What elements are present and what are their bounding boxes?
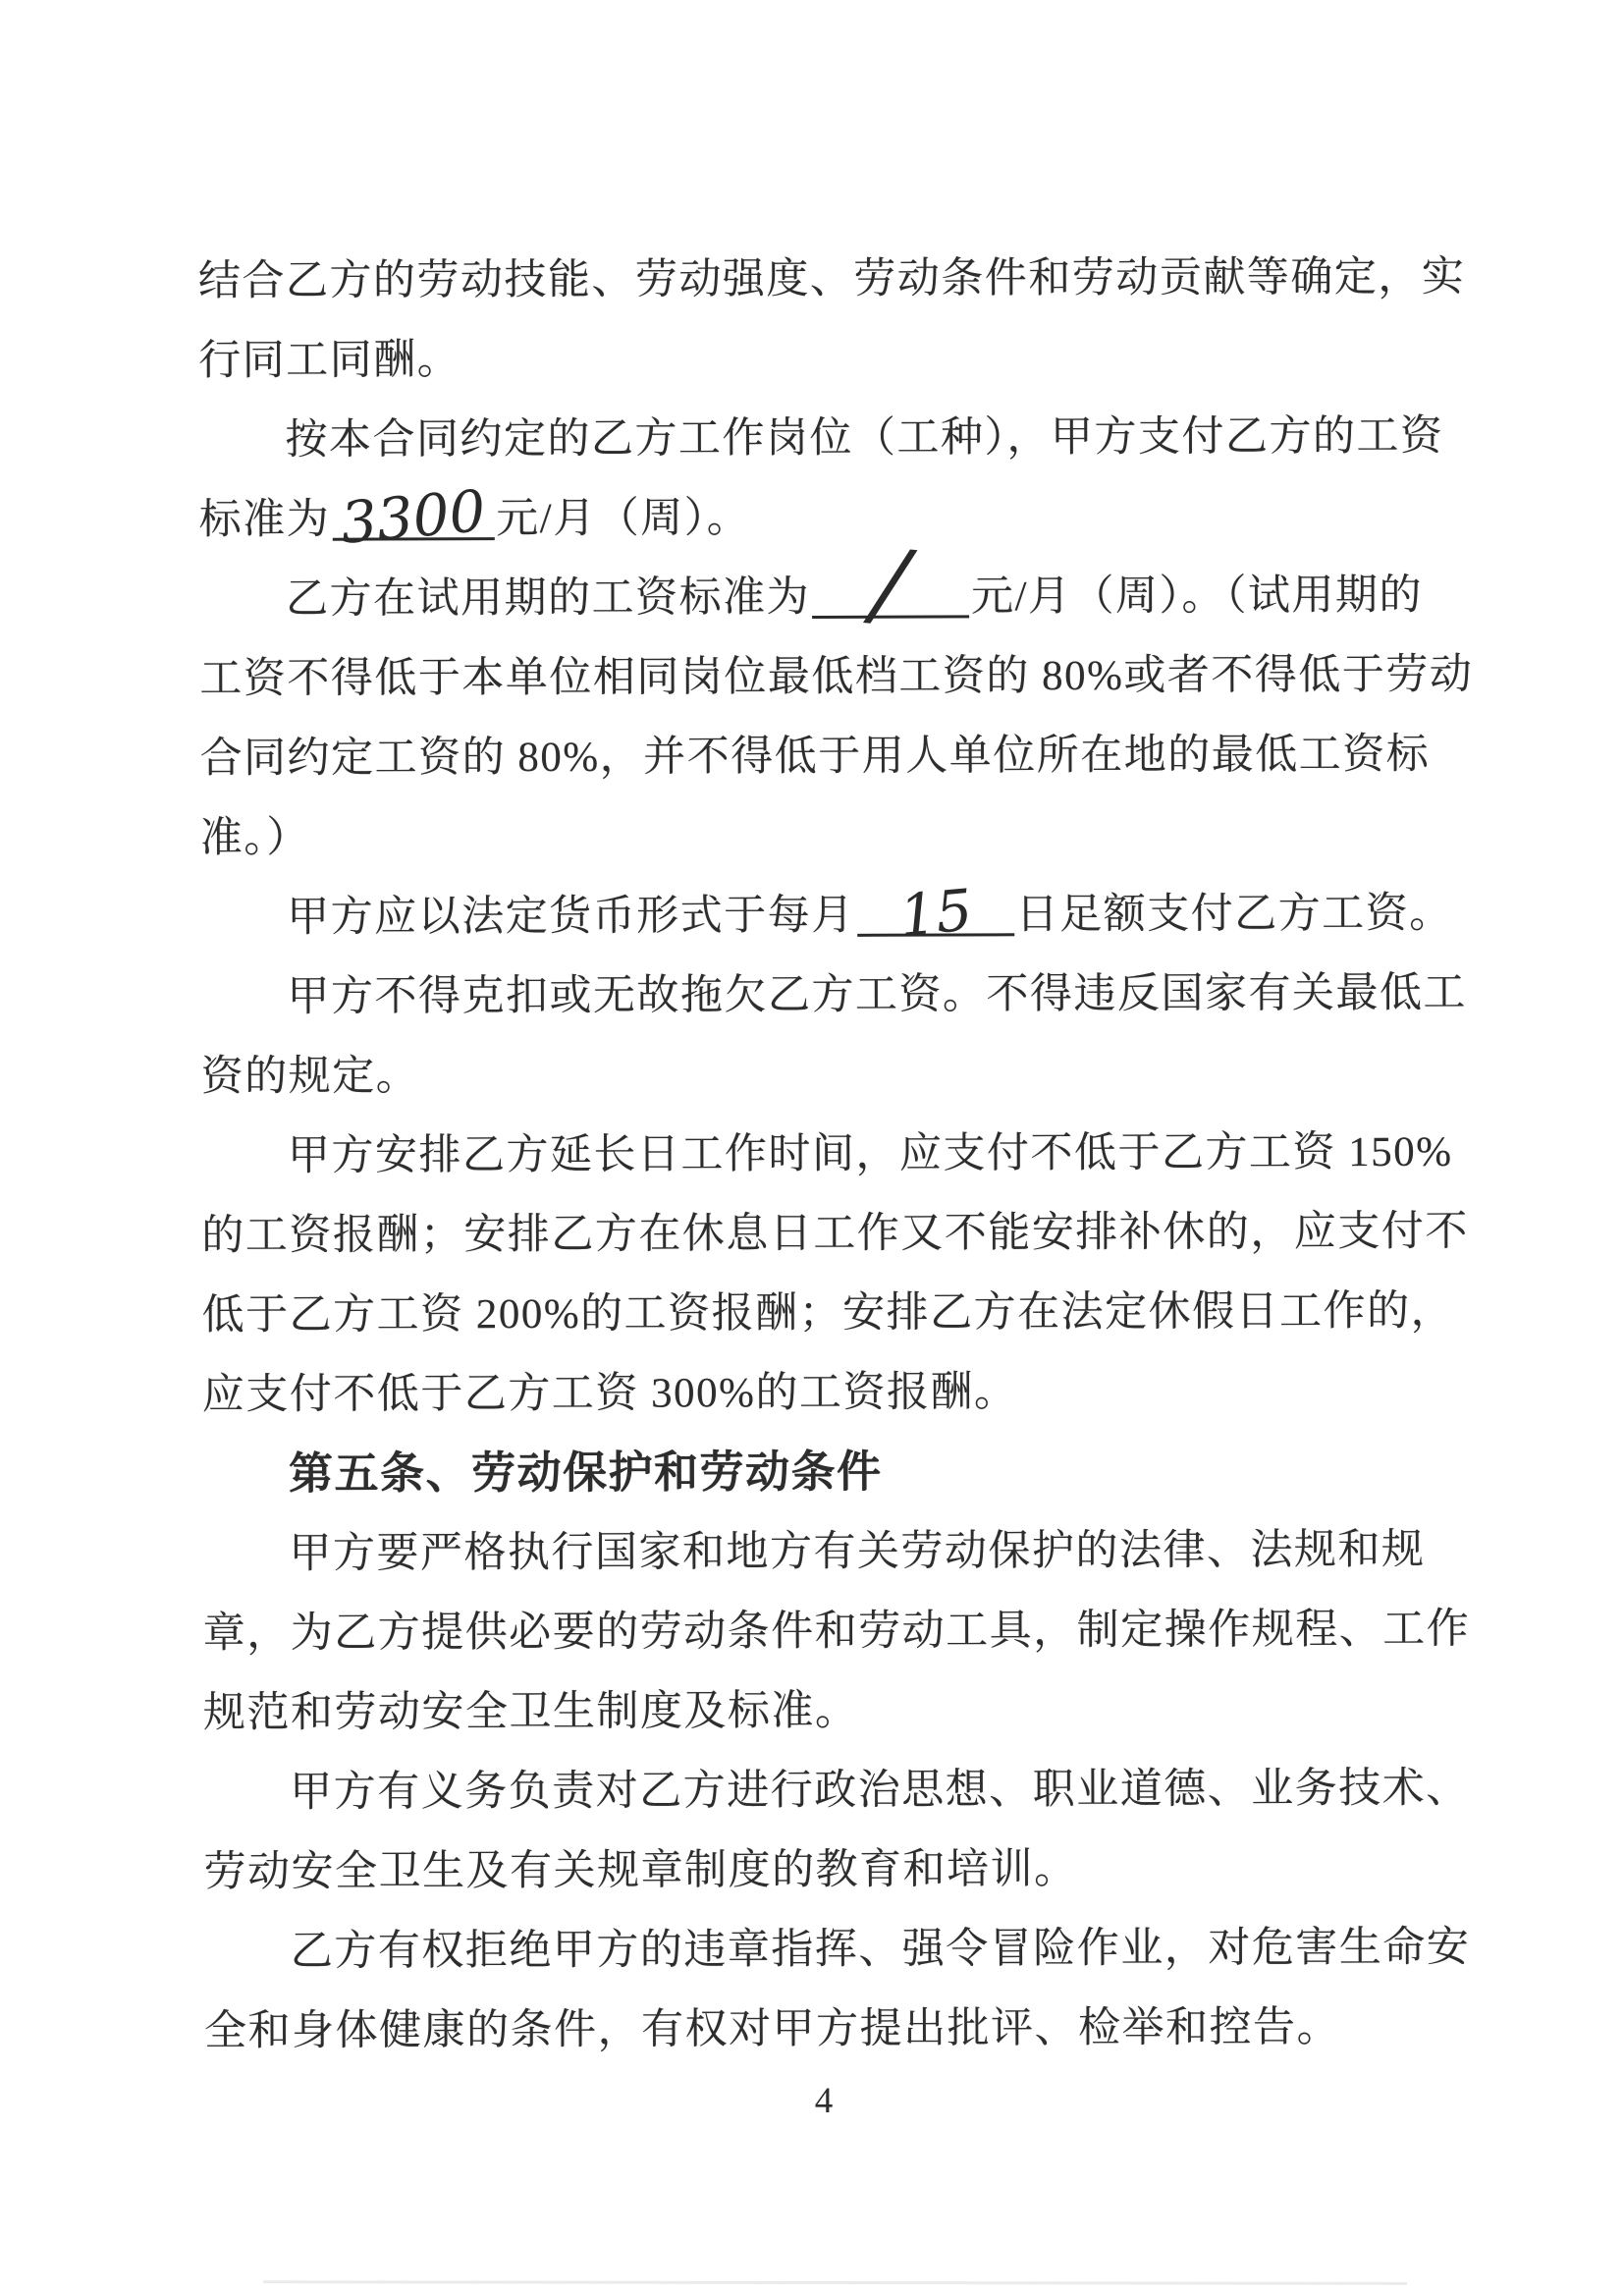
text-line [197,238,1466,321]
text-run: 应支付不低于乙方工资 300%的工资报酬。 [201,1369,1018,1419]
text-line [201,1192,1469,1276]
text-run: 日足额支付乙方工资。 [1015,890,1453,939]
text-line [199,476,1417,560]
text-run: 工资不得低于本单位相同岗位最低档工资的 80%或者不得低于劳动 [199,651,1474,703]
text-run: 元/月（周）。（试用期的 [970,572,1424,621]
text-run: 低于乙方工资 200%的工资报酬；安排乙方在法定休假日工作的， [201,1287,1455,1339]
fill-in-blank-underline [857,876,1014,950]
text-run: 元/月（周）。 [496,495,751,543]
text-line [200,874,1453,957]
text-line [202,1510,1426,1594]
text-run: 按本合同约定的乙方工作岗位（工种），甲方支付乙方的工资 [285,412,1444,464]
text-run: 劳动安全卫生及有关规章制度的教育和培训。 [203,1846,1078,1896]
handwritten-value: 15 [895,876,975,950]
text-line [204,1908,1471,1992]
scan-artifact-line [263,2280,1407,2285]
text-run: 合同约定工资的 80%，并不得低于用人单位所在地的最低工资标 [199,731,1431,783]
text-line [201,1033,1419,1117]
fill-in-blank-underline [812,527,969,641]
text-line [202,1351,1420,1435]
text-line [199,635,1474,719]
text-line [199,527,1424,641]
page-number: 4 [814,2081,834,2121]
text-line [203,1829,1421,1912]
text-run: 甲方安排乙方延长日工作时间，应支付不低于乙方工资 150% [287,1128,1453,1179]
handwritten-value: / [869,527,912,641]
text-run: 资的规定。 [200,1053,420,1101]
text-run: 全和身体健康的条件，有权对甲方提出批评、检举和控告。 [204,2004,1341,2055]
text-run: 章，为乙方提供必要的劳动条件和劳动工具，制定操作规程、工作 [202,1606,1471,1658]
text-run: 乙方有权拒绝甲方的违章指挥、强令冒险作业，对危害生命安 [290,1924,1471,1975]
text-line [201,1113,1453,1196]
section-heading [202,1431,1420,1514]
text-line [198,317,1416,401]
text-run: 甲方有义务负责对乙方进行政治思想、职业道德、业务技术、 [290,1765,1470,1816]
text-line [203,1749,1470,1832]
text-line [200,954,1468,1037]
text-run: 准。） [199,814,310,862]
contract-text [197,238,1474,2071]
text-run: 规范和劳动安全卫生制度及标准。 [202,1687,859,1737]
text-run: 第五条、劳动保护和劳动条件 [289,1447,883,1499]
text-line [202,1590,1471,1673]
fill-in-blank-underline [332,476,494,557]
text-line [199,715,1431,798]
text-run: 行同工同酬。 [198,337,461,385]
handwritten-value: 3300 [338,476,489,557]
text-run: 结合乙方的劳动技能、劳动强度、劳动条件和劳动贡献等确定，实 [197,253,1466,305]
text-line [201,1272,1455,1355]
text-line [198,397,1444,480]
text-line [200,794,1418,878]
text-run: 的工资报酬；安排乙方在休息日工作又不能安排补休的，应支付不 [201,1208,1469,1260]
text-run: 乙方在试用期的工资标准为 [285,574,811,623]
text-run: 标准为 [198,496,331,544]
text-run: 甲方应以法定货币形式于每月 [287,892,855,941]
text-run: 甲方不得克扣或无故拖欠乙方工资。不得违反国家有关最低工 [287,969,1468,1020]
text-line [203,1669,1421,1753]
text-run: 甲方要严格执行国家和地方有关劳动保护的法律、法规和规 [289,1526,1426,1577]
text-line [204,1988,1422,2071]
